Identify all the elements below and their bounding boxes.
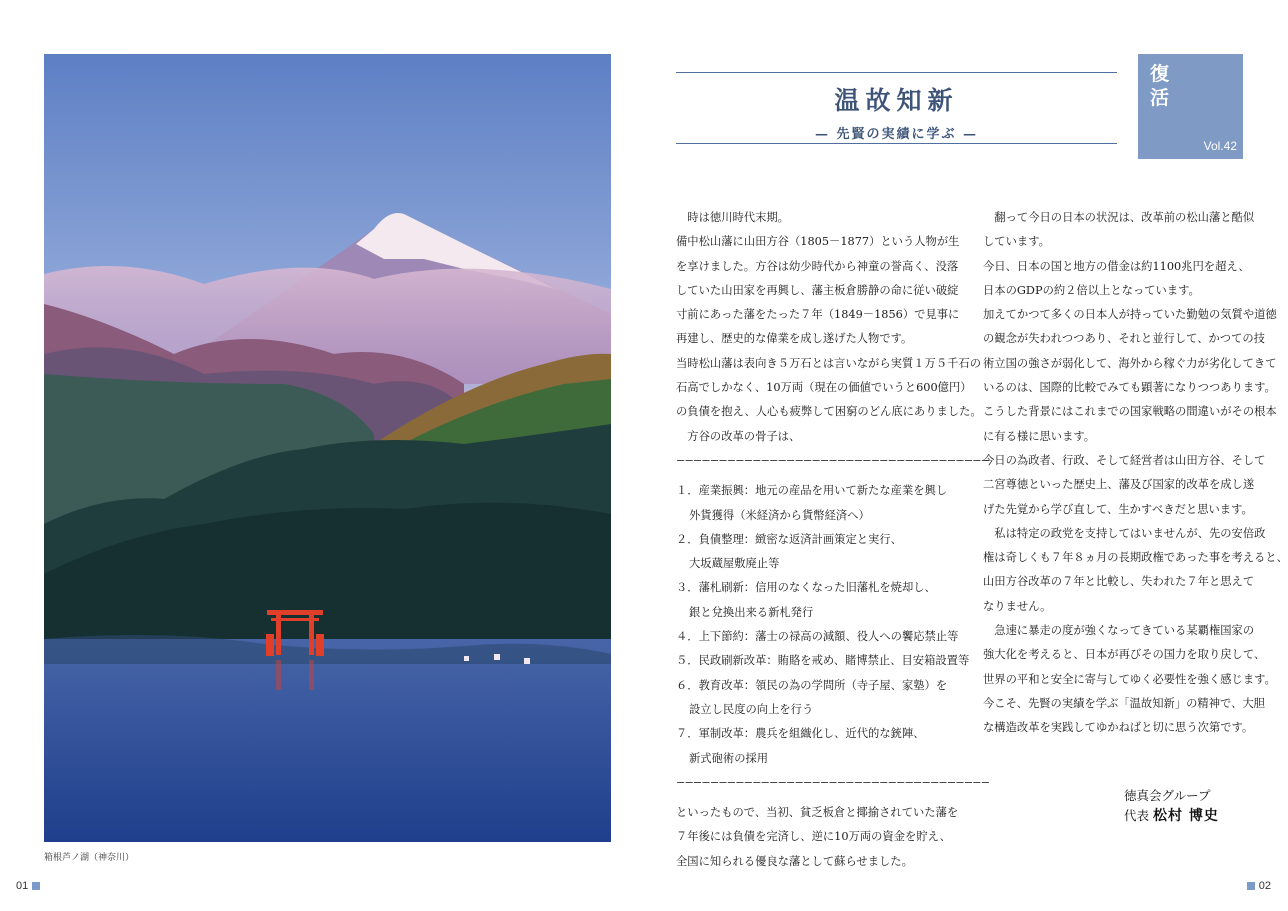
paragraph-line: 山田方谷改革の７年と比較し、失われた７年と思えて [983, 575, 1255, 589]
reform-item-7-detail: 新式砲術の採用 [689, 751, 769, 765]
paragraph-line: 加えてかつて多くの日本人が持っていた勤勉の気質や道徳 [983, 308, 1277, 322]
paragraph-line: 強大化を考えると、日本が再びその国力を取り戻して、 [983, 648, 1266, 662]
paragraph-line: なりません。 [983, 599, 1052, 613]
dashed-rule-bottom: −−−−−−−−−−−−−−−−−−−−−−−−−−−−−−−−−−−−− [676, 775, 990, 789]
paragraph-line: といったもので、当初、貧乏板倉と揶揄されていた藩を [676, 806, 959, 820]
paragraph-line: 再建し、歴史的な偉業を成し遂げた人物です。 [676, 332, 913, 346]
article-title: 温故知新 [834, 86, 959, 115]
reform-item-7: ７．軍制改革：農兵を組織化し、近代的な銃陣、 [676, 727, 925, 741]
paragraph-line: 今日、日本の国と地方の借金は約1100兆円を超え、 [983, 259, 1250, 273]
reform-item-1-detail: 外貨獲得（米経済から貨幣経済へ） [689, 508, 870, 522]
author-title: 代表 [1124, 808, 1150, 823]
reform-item-1: １．産業振興：地元の産品を用いて新たな産業を興し [676, 484, 948, 498]
paragraph-line: を享けました。方谷は幼少時代から神童の誉高く、没落 [676, 259, 959, 273]
paragraph-line: な構造改革を実践してゆかねばと切に思う次第です。 [983, 721, 1254, 735]
paragraph-line: いるのは、国際的比較でみても顕著になりつつあります。 [983, 381, 1276, 395]
reform-item-3-detail: 銀と兌換出来る新札発行 [689, 605, 814, 619]
paragraph-line: 方谷の改革の骨子は、 [676, 429, 801, 443]
paragraph-line: 急速に暴走の度が強くなってきている某覇権国家の [983, 624, 1255, 638]
reform-item-5: ５．民政刷新改革：賄賂を戒め、賭博禁止、目安箱設置等 [676, 654, 970, 668]
paragraph-line: 石高でしかなく、10万両（現在の価値でいうと600億円） [676, 381, 972, 395]
paragraph-line: 全国に知られる優良な藩として蘇らせました。 [676, 854, 913, 868]
page-number-left [16, 880, 40, 892]
paragraph-line: 寸前にあった藩をたった７年（1849－1856）で見事に [676, 308, 960, 322]
group-name: 徳真会グループ [1124, 788, 1211, 803]
author-signature [1124, 786, 1219, 826]
paragraph-line: 当時松山藩は表向き５万石とは言いながら実質１万５千石の [676, 356, 982, 370]
paragraph-line: 権は奇しくも７年８ヵ月の長期政権であった事を考えると、 [983, 551, 1288, 565]
author-name: 松村 博史 [1153, 808, 1219, 824]
paragraph-line: 日本のGDPの約２倍以上となっています。 [983, 283, 1200, 297]
text-column-1 [676, 206, 990, 874]
paragraph-line: ７年後には負債を完済し、逆に10万両の資金を貯え、 [676, 830, 951, 844]
series-volume: Vol.42 [1203, 139, 1237, 153]
photo-caption: 箱根芦ノ湖（神奈川） [44, 853, 135, 863]
square-marker-icon [1247, 882, 1255, 890]
paragraph-line: 今こそ、先賢の実績を学ぶ「温故知新」の精神で、大胆 [983, 696, 1265, 710]
paragraph-line: こうした背景にはこれまでの国家戦略の間違いがその根本 [983, 405, 1277, 419]
series-badge-title: 復活 [1150, 63, 1170, 109]
square-marker-icon [32, 882, 40, 890]
page-number-left-text: 01 [16, 880, 29, 892]
page-number-right-text: 02 [1258, 880, 1271, 892]
paragraph-line: の負債を抱え、人心も疲弊して困窮のどん底にありました。 [676, 405, 982, 419]
paragraph-line: げた先覚から学び直して、生かすべきだと思います。 [983, 502, 1253, 516]
paragraph-line: していた山田家を再興し、藩主板倉勝静の命に従い破綻 [676, 283, 959, 297]
series-badge [1138, 54, 1243, 159]
paragraph-line: 今日の為政者、行政、そして経営者は山田方谷、そして [983, 453, 1266, 467]
paragraph-line: 私は特定の政党を支持してはいませんが、先の安倍政 [983, 526, 1266, 540]
paragraph-line: 時は徳川時代末期。 [676, 211, 789, 224]
reform-item-6: ６．教育改革：領民の為の学問所（寺子屋、家塾）を [676, 678, 948, 692]
paragraph-line: 世界の平和と安全に寄与してゆく必要性を強く感じます。 [983, 672, 1276, 686]
paragraph-line: 備中松山藩に山田方谷（1805－1877）という人物が生 [676, 235, 960, 249]
paragraph-line: 術立国の強さが弱化して、海外から稼ぐ力が劣化してきて [983, 356, 1277, 370]
paragraph-line: 二宮尊徳といった歴史上、藩及び国家的改革を成し遂 [983, 478, 1255, 492]
reform-item-3: ３．藩札刷新：信用のなくなった旧藩札を焼却し、 [676, 581, 936, 595]
paragraph-line: に有る様に思います。 [983, 429, 1096, 443]
paragraph-line: の観念が失われつつあり、それと並行して、かつての技 [983, 332, 1265, 346]
reform-item-4: ４．上下節約：藩士の禄高の減額、役人への饗応禁止等 [676, 630, 959, 644]
reform-item-2: ２．負債整理：緻密な返済計画策定と実行、 [676, 532, 902, 546]
reform-item-6-detail: 設立し民度の向上を行う [689, 702, 814, 716]
page-number-right [1247, 880, 1271, 892]
article-subtitle: — 先賢の実績に学ぶ — [814, 127, 979, 142]
text-column-2 [983, 206, 1288, 741]
lake-ashi-photo [44, 54, 611, 842]
paragraph-line: 翻って今日の日本の状況は、改革前の松山藩と酷似 [983, 211, 1255, 224]
dashed-rule-top: −−−−−−−−−−−−−−−−−−−−−−−−−−−−−−−−−−−−− [676, 453, 990, 467]
article-header [676, 72, 1117, 144]
reform-item-2-detail: 大坂蔵屋敷廃止等 [689, 557, 780, 571]
paragraph-line: しています。 [983, 235, 1050, 249]
